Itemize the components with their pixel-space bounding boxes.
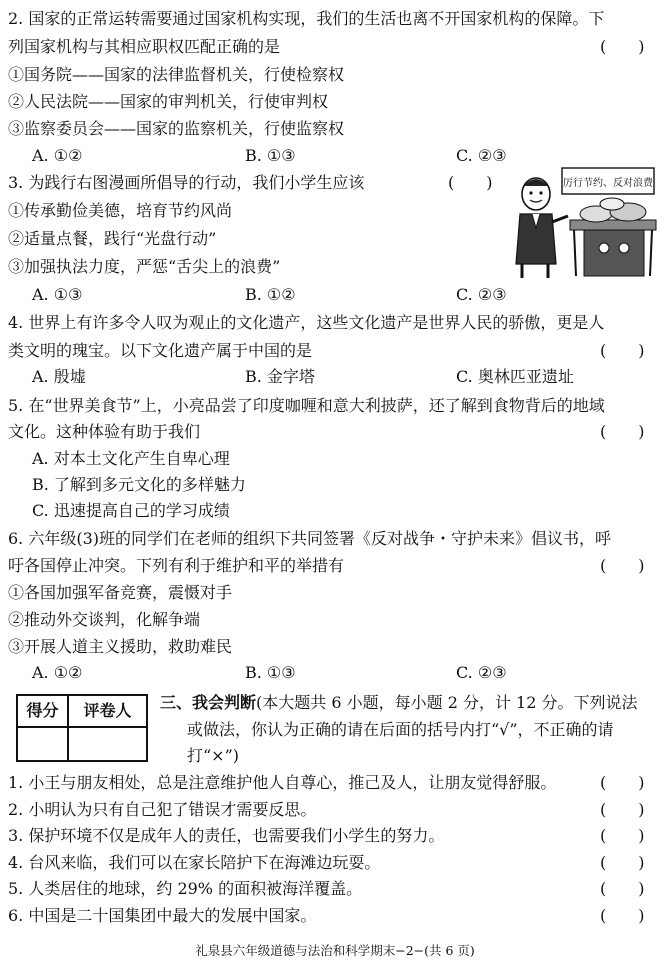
q4-stem-line2: 类文明的瑰宝。以下文化遗产属于中国的是: [8, 341, 313, 360]
q2-option-c: C. ②③: [456, 146, 507, 165]
q6-stem-line1: 6. 六年级(3)班的同学们在老师的组织下共同签署《反对战争・守护未来》倡议书，呼: [8, 529, 612, 548]
q2-item-1: ①国务院——国家的法律监督机关，行使检察权: [8, 65, 345, 84]
q4-stem-line1: 4. 世界上有许多令人叹为观止的文化遗产，这些文化遗产是世界人民的骄傲，更是人: [8, 313, 605, 332]
q2-item-3: ③监察委员会——国家的监察机关，行使监察权: [8, 119, 345, 138]
judge-item-6: 6. 中国是二十国集团中最大的发展中国家。: [8, 906, 317, 925]
q4-option-c: C. 奥林匹亚遗址: [456, 367, 574, 386]
q5-stem-line2: 文化。这种体验有助于我们: [8, 422, 201, 441]
cartoon-sign-text: 厉行节约、反对浪费: [563, 178, 653, 189]
q5-stem-line1: 5. 在“世界美食节”上，小亮品尝了印度咖喱和意大利披萨，还了解到食物背后的地域: [8, 396, 605, 415]
judge-item-2: 2. 小明认为只有自己犯了错误才需要反思。: [8, 800, 317, 819]
cartoon-illustration: [508, 164, 658, 280]
q5-answer-paren[interactable]: ( ): [600, 422, 645, 441]
judge-item-1: 1. 小王与朋友相处，总是注意维护他人自尊心，推己及人，让朋友觉得舒服。: [8, 773, 557, 792]
q3-answer-paren[interactable]: ( ): [448, 173, 493, 192]
q6-option-a: A. ①②: [32, 663, 83, 682]
judge-4-paren[interactable]: ( ): [600, 853, 645, 872]
q2-option-a: A. ①②: [32, 146, 83, 165]
q6-option-b: B. ①③: [245, 663, 296, 682]
q3-item-1: ①传承勤俭美德，培育节约风尚: [8, 201, 233, 220]
q3-option-a: A. ①③: [32, 285, 83, 304]
section3-title: 三、我会判断: [160, 693, 257, 712]
q2-answer-paren[interactable]: ( ): [600, 37, 645, 56]
section3-instruction-2: 或做法，你认为正确的请在后面的括号内打“√”，不正确的请: [187, 720, 614, 739]
q4-option-b: B. 金字塔: [245, 367, 315, 386]
grader-score-label: 得分: [26, 701, 59, 720]
q2-option-b: B. ①③: [245, 146, 296, 165]
judge-6-paren[interactable]: ( ): [600, 906, 645, 925]
q5-option-b: B. 了解到多元文化的多样魅力: [32, 475, 246, 494]
page-footer: 礼泉县六年级道德与法治和科学期末−2−(共 6 页): [195, 943, 475, 958]
judge-item-3: 3. 保护环境不仅是成年人的责任，也需要我们小学生的努力。: [8, 826, 445, 845]
q3-option-b: B. ①②: [245, 285, 296, 304]
q5-option-a: A. 对本土文化产生自卑心理: [32, 449, 230, 468]
judge-item-4: 4. 台风来临，我们可以在家长陪护下在海滩边玩耍。: [8, 853, 381, 872]
section3-instruction-3: 打“×”): [187, 746, 240, 765]
judge-1-paren[interactable]: ( ): [600, 773, 645, 792]
q3-option-c: C. ②③: [456, 285, 507, 304]
q6-item-3: ③开展人道主义援助，救助难民: [8, 637, 233, 656]
q2-stem-line1: 2. 国家的正常运转需要通过国家机构实现，我们的生活也离不开国家机构的保障。下: [8, 9, 605, 28]
section3-instruction-1: (本大题共 6 小题，每小题 2 分，计 12 分。下列说法: [256, 693, 638, 712]
judge-3-paren[interactable]: ( ): [600, 826, 645, 845]
q5-option-c: C. 迅速提高自己的学习成绩: [32, 501, 230, 520]
grader-reviewer-label: 评卷人: [83, 701, 132, 720]
q6-stem-line2: 吁各国停止冲突。下列有利于维护和平的举措有: [8, 556, 345, 575]
grader-table: [16, 694, 148, 762]
q6-item-1: ①各国加强军备竞赛，震慑对手: [8, 583, 233, 602]
q6-item-2: ②推动外交谈判，化解争端: [8, 610, 201, 629]
q3-stem: 3. 为践行右图漫画所倡导的行动，我们小学生应该: [8, 173, 365, 192]
cartoon-image: [508, 164, 658, 280]
judge-5-paren[interactable]: ( ): [600, 879, 645, 898]
grader-reviewer-cell[interactable]: [69, 728, 146, 760]
q2-stem-line2: 列国家机构与其相应职权匹配正确的是: [8, 37, 281, 56]
q3-item-3: ③加强执法力度，严惩“舌尖上的浪费”: [8, 257, 281, 276]
q3-item-2: ②适量点餐，践行“光盘行动”: [8, 229, 217, 248]
q6-answer-paren[interactable]: ( ): [600, 556, 645, 575]
q2-item-2: ②人民法院——国家的审判机关，行使审判权: [8, 92, 329, 111]
q4-option-a: A. 殷墟: [32, 367, 86, 386]
q6-option-c: C. ②③: [456, 663, 507, 682]
grader-score-cell[interactable]: [18, 728, 67, 760]
section3-header-line1: [160, 692, 638, 714]
q4-answer-paren[interactable]: ( ): [600, 341, 645, 360]
judge-2-paren[interactable]: ( ): [600, 800, 645, 819]
judge-item-5: 5. 人类居住的地球，约 29% 的面积被海洋覆盖。: [8, 879, 363, 898]
